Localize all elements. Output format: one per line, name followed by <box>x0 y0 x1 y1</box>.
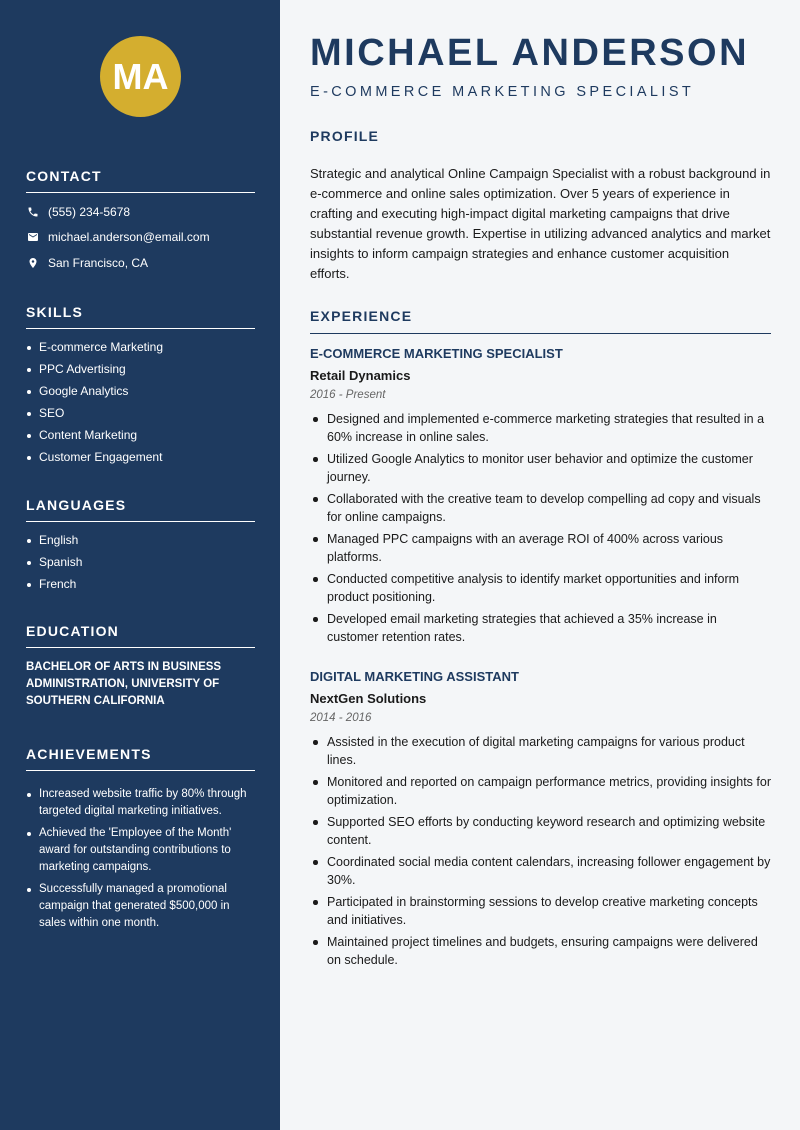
job-dates: 2014 - 2016 <box>310 712 372 724</box>
education-title: EDUCATION <box>26 623 255 648</box>
skills-title: SKILLS <box>26 304 255 329</box>
profile-text: Strategic and analytical Online Campaign Specialist with a robust background in e-commerce and online sales optimization. Over 5 years of experience in crafting and executing high-impact digital marketing campaigns that drive substantial revenue growth. Expertise in utilizing advanced analytics and market insights to inform campaign strategies and enhance customer acquisition efforts. <box>310 166 771 281</box>
job-bullet: Collaborated with the creative team to develop compelling ad copy and visuals for online campaigns. <box>310 490 771 526</box>
job-bullet: Managed PPC campaigns with an average ROI of 400% across various platforms. <box>310 530 771 566</box>
contact-phone <box>26 199 255 225</box>
achievement-item: Successfully managed a promotional campaign that generated $500,000 in sales within one month. <box>26 881 255 932</box>
candidate-name: MICHAEL ANDERSON <box>310 32 750 74</box>
job-bullet: Monitored and reported on campaign performance metrics, providing insights for optimization. <box>310 773 771 809</box>
email-text: michael.anderson@email.com <box>48 230 210 245</box>
contact-title: CONTACT <box>26 168 255 193</box>
job-title: DIGITAL MARKETING ASSISTANT <box>310 669 519 684</box>
phone-icon <box>26 205 40 219</box>
languages-title: LANGUAGES <box>26 497 255 522</box>
contact-location <box>26 250 255 276</box>
job-bullet: Utilized Google Analytics to monitor user behavior and optimize the customer journey. <box>310 450 771 486</box>
job-dates: 2016 - Present <box>310 389 386 401</box>
languages-section <box>26 497 255 598</box>
job-bullet: Conducted competitive analysis to identify market opportunities and inform product positioning. <box>310 570 771 606</box>
job-bullet: Maintained project timelines and budgets, ensuring campaigns were delivered on schedule. <box>310 933 771 969</box>
job-bullet: Assisted in the execution of digital marketing campaigns for various product lines. <box>310 733 771 769</box>
profile-title: PROFILE <box>310 128 380 144</box>
language-item: English <box>26 532 255 549</box>
job-entry <box>310 669 771 973</box>
skill-item: PPC Advertising <box>26 361 255 378</box>
education-degree: BACHELOR OF ARTS IN BUSINESS ADMINISTRATION, UNIVERSITY OF SOUTHERN CALIFORNIA <box>26 661 222 707</box>
contact-section <box>26 168 255 276</box>
company-name: NextGen Solutions <box>310 691 427 706</box>
achievements-list <box>26 786 255 932</box>
skill-item: E-commerce Marketing <box>26 339 255 356</box>
avatar-initials: MA <box>112 55 169 97</box>
job-bullet: Coordinated social media content calendars, increasing follower engagement by 30%. <box>310 853 771 889</box>
avatar <box>100 36 181 117</box>
location-pin-icon <box>26 256 40 270</box>
job-entry <box>310 346 771 650</box>
candidate-role: E-COMMERCE MARKETING SPECIALIST <box>310 84 695 100</box>
company-name: Retail Dynamics <box>310 368 411 383</box>
contact-email <box>26 225 255 251</box>
education-section <box>26 623 255 710</box>
job-bullet: Supported SEO efforts by conducting keyword research and optimizing website content. <box>310 813 771 849</box>
skill-item: SEO <box>26 405 255 422</box>
language-item: French <box>26 576 255 593</box>
achievement-item: Achieved the 'Employee of the Month' award for outstanding contributions to marketing campaigns. <box>26 825 255 876</box>
skill-item: Google Analytics <box>26 383 255 400</box>
skills-section <box>26 304 255 471</box>
job-bullet: Participated in brainstorming sessions to develop creative marketing concepts and initiatives. <box>310 893 771 929</box>
skills-list <box>26 339 255 466</box>
skill-item: Content Marketing <box>26 427 255 444</box>
achievements-section <box>26 746 255 937</box>
languages-list <box>26 532 255 593</box>
job-bullets <box>310 733 771 969</box>
language-item: Spanish <box>26 554 255 571</box>
location-text: San Francisco, CA <box>48 255 149 270</box>
mail-icon <box>26 230 40 244</box>
phone-text: (555) 234-5678 <box>48 204 131 219</box>
achievements-title: ACHIEVEMENTS <box>26 746 255 771</box>
skill-item: Customer Engagement <box>26 449 255 466</box>
job-bullet: Designed and implemented e-commerce marketing strategies that resulted in a 60% increase in online sales. <box>310 410 771 446</box>
experience-title: EXPERIENCE <box>310 308 771 334</box>
job-title: E-COMMERCE MARKETING SPECIALIST <box>310 346 563 361</box>
job-bullets <box>310 410 771 646</box>
job-bullet: Developed email marketing strategies that achieved a 35% increase in customer retention rates. <box>310 610 771 646</box>
achievement-item: Increased website traffic by 80% through targeted digital marketing initiatives. <box>26 786 255 820</box>
sidebar <box>0 0 280 1130</box>
